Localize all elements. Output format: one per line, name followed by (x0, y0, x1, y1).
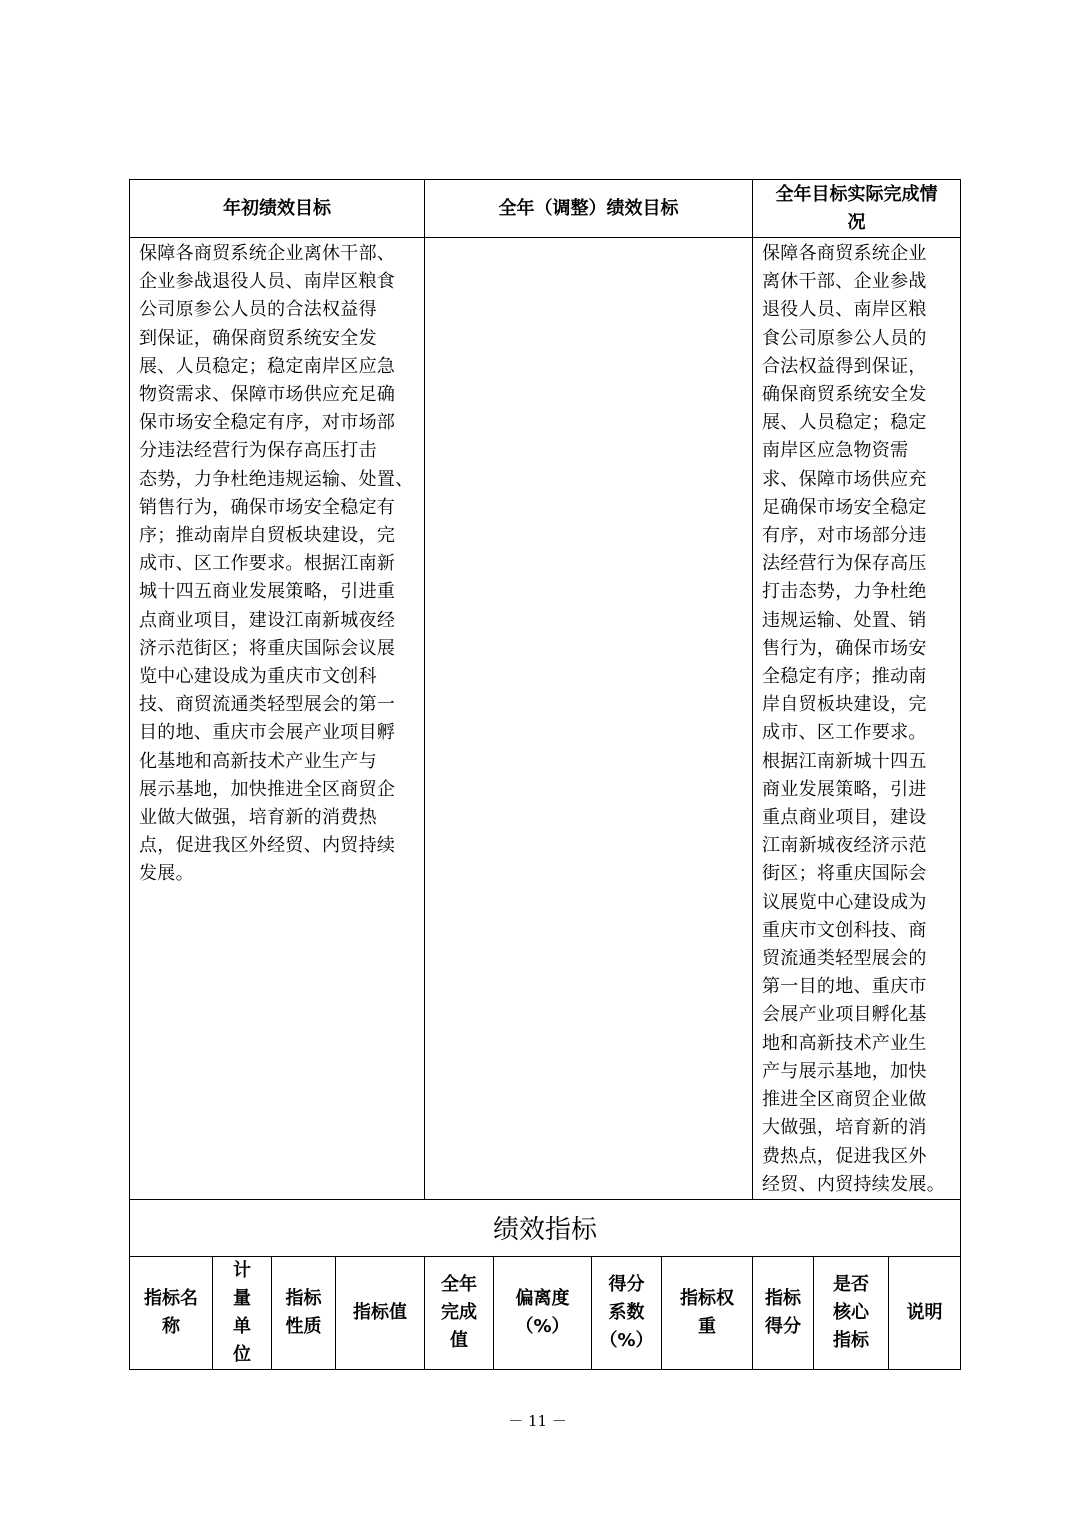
actual-completion-text: 保障各商贸系统企业 离休干部、企业参战 退役人员、南岸区粮 食公司原参公人员的 合法权益得到保证， 确保商贸系统安全发 展、人员稳定；稳定 南岸区应急物资需 求、保障市场供应充 足确保市场安全稳定 有序，对市场部分违 法经营行为保存高压 打击态势，力争杜绝 违规运输、处置、销 售行为，确保市场安 全稳定有序；推动南 岸自贸板块建设，完 成市、区工作要求。 根据江南新城十四五 商业发展策略，引进 重点商业项目，建设 江南新城夜经济示范 街区；将重庆国际会 议展览中心建设成为 重庆市文创科技、商 贸流通类轻型展会的 第一目的地、重庆市 会展产业项目孵化基 地和高新技术产业生 产与展示基地，加快 推进全区商贸企业做 大做强，培育新的消 费热点，促进我区外 经贸、内贸持续发展。 (753, 238, 961, 1200)
section-title-performance-indicators: 绩效指标 (130, 1199, 961, 1256)
initial-goal-text: 保障各商贸系统企业离休干部、 企业参战退役人员、南岸区粮食 公司原参公人员的合法权益得 到保证，确保商贸系统安全发 展、人员稳定；稳定南岸区应急 物资需求、保障市场供应充足确 保市场安全稳定有序，对市场部 分违法经营行为保存高压打击 态势，力争杜绝违规运输、处置、 销售行为，确保市场安全稳定有 序；推动南岸自贸板块建设，完 成市、区工作要求。根据江南新 城十四五商业发展策略，引进重 点商业项目，建设江南新城夜经 济示范街区；将重庆国际会议展 览中心建设成为重庆市文创科 技、商贸流通类轻型展会的第一 目的地、重庆市会展产业项目孵 化基地和高新技术产业生产与 展示基地，加快推进全区商贸企 业做大做强，培育新的消费热 点，促进我区外经贸、内贸持续 发展。 (130, 238, 425, 1200)
page-number: － 11 － (508, 1412, 567, 1430)
col-header-annual-completion: 全年 完成 值 (425, 1256, 494, 1369)
col-header-indicator-value: 指标值 (336, 1256, 425, 1369)
col-header-notes: 说明 (889, 1256, 961, 1369)
col-header-unit: 计 量 单 位 (213, 1256, 272, 1369)
adjusted-goal-text (425, 238, 753, 1200)
col-header-weight: 指标权 重 (662, 1256, 753, 1369)
performance-table (129, 179, 961, 1370)
col-header-core-indicator: 是否 核心 指标 (814, 1256, 889, 1369)
header-adjusted-goal: 全年（调整）绩效目标 (425, 180, 753, 238)
header-initial-goal: 年初绩效目标 (130, 180, 425, 238)
col-header-indicator-name: 指标名 称 (130, 1256, 213, 1369)
header-actual-completion: 全年目标实际完成情 况 (753, 180, 961, 238)
col-header-score: 指标 得分 (753, 1256, 814, 1369)
col-header-score-coefficient: 得分 系数 （%） (592, 1256, 662, 1369)
col-header-deviation: 偏离度 （%） (494, 1256, 592, 1369)
col-header-indicator-nature: 指标 性质 (272, 1256, 336, 1369)
